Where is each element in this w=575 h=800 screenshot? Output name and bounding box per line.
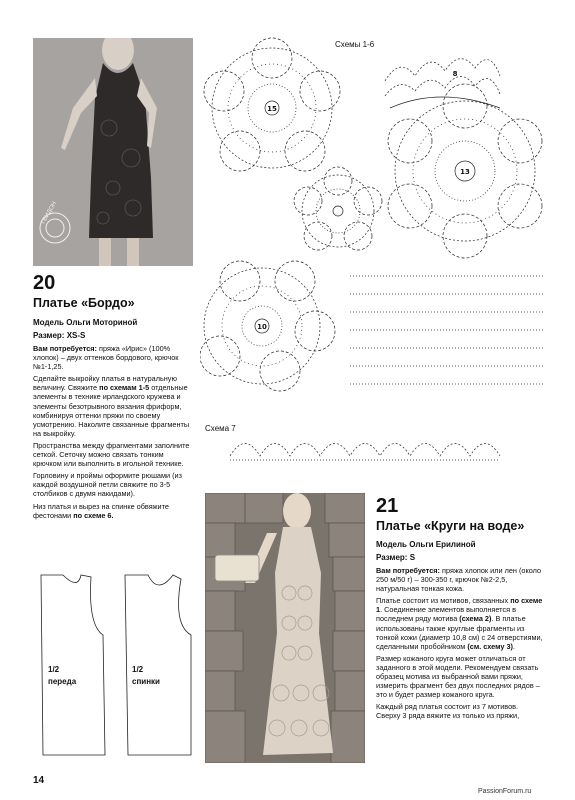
- dress20-p2b: по схемам 1-5: [99, 383, 150, 393]
- photo-stamp: ГВИДОН: [40, 200, 59, 226]
- dress21-number: 21: [376, 495, 399, 517]
- motif-10-number: 10: [257, 323, 267, 331]
- dress21-p1: пряжа хлопок или лен (около 250 м/50 г) – 300-350 г, крючок №2-2,5, натуральная тонкая кожа.: [376, 566, 542, 594]
- dress20-p4: Горловину и проймы оформите рюшами (из каждой воздушной петли свяжите по 3-5 столбиков с двумя накидами).: [33, 471, 182, 499]
- dress20-p5b: по схеме 6.: [73, 510, 114, 520]
- dress21-p1-bold: Вам потребуется:: [376, 566, 440, 575]
- dress21-title: Платье «Круги на воде»: [376, 519, 525, 533]
- dress21-p2a: Платье состоит из мотивов, связанных: [376, 596, 511, 606]
- dress20-number: 20: [33, 272, 56, 294]
- back-label-2: спинки: [132, 677, 160, 686]
- schemes-1-6-label: Схемы 1-6: [335, 40, 375, 49]
- small-flower-chart: [294, 167, 382, 250]
- front-label-1: 1/2: [48, 665, 60, 674]
- watermark: PassionForum.ru: [478, 788, 532, 795]
- dress21-p2c: . Соединение элементов выполняется в последнем ряду мотива: [376, 605, 516, 624]
- dress21-p2d: (схема 2): [459, 614, 492, 624]
- dress20-title: Платье «Бордо»: [33, 296, 135, 310]
- freeform-chart: [350, 276, 545, 384]
- dress21-author: Модель Ольги Ерилиной: [376, 540, 476, 549]
- dress20-p1-bold: Вам потребуется:: [33, 344, 97, 353]
- dress20-p2c: отдельные элементы в технике ирландского кружева и элементы безотрывного вязания фриформ, комбинируя оттенки пряжи по своему усмотрению. Наколите связанные фрагменты на выкройку.: [33, 383, 190, 438]
- scheme-7-label: Схема 7: [205, 424, 236, 433]
- page-number: 14: [33, 775, 45, 786]
- dress20-size: Размер: XS-S: [33, 331, 86, 340]
- back-label-1: 1/2: [132, 665, 144, 674]
- motif-8-number: 8: [452, 70, 458, 78]
- dress20-instructions: [33, 344, 193, 523]
- motif-15-number: 15: [267, 105, 277, 113]
- scheme-7-chart: [230, 444, 500, 461]
- dress20-author: Модель Ольги Моториной: [33, 318, 138, 327]
- dress-bordo-photo: [33, 38, 193, 266]
- crochet-charts: [200, 36, 560, 476]
- dress20-p3: Пространства между фрагментами заполните сеткой. Сеточку можно связать тонким крючком или выполнить в игольной технике.: [33, 440, 190, 469]
- dress20-p5a: Низ платья и вырез на спинке обвяжите фестонами: [33, 501, 169, 520]
- dress21-p2f: (см. схему 3): [467, 641, 513, 651]
- motif-8-chart: [385, 59, 500, 108]
- motif-13-number: 13: [460, 168, 470, 176]
- front-label-2: переда: [48, 677, 77, 686]
- motif-10-chart: [200, 261, 335, 391]
- dress21-size: Размер: S: [376, 553, 416, 562]
- dress21-p3: Размер кожаного круга может отличаться от заданного в этой модели. Рекомендуем связать образец мотива из выбранной вами пряжи, измерить фрагмент без двух последних рядов – это и будет размер кожаного круга.: [376, 653, 540, 700]
- dress21-p2g: .: [512, 641, 515, 651]
- dress20-p1: пряжа «Ирис» (100% хлопок) – двух оттенков бордового, крючок №1-1,25.: [33, 344, 179, 372]
- dress21-p2b: по схеме 1: [376, 596, 543, 615]
- dress20-p2a: Сделайте выкройку платья в натуральную величину. Свяжите: [33, 374, 177, 393]
- dress21-p2e: . В платье использованы также круглые фрагменты из тонкой кожи (диаметр 10,8 см) с 24 отверстиями, сделанными пробойником: [376, 614, 543, 651]
- dress21-p4: Каждый ряд платья состоит из 7 мотивов. Сверху 3 ряда вяжите из только из пряжи,: [376, 702, 520, 721]
- dress21-instructions: [376, 566, 544, 724]
- dress-circles-photo: [205, 493, 365, 763]
